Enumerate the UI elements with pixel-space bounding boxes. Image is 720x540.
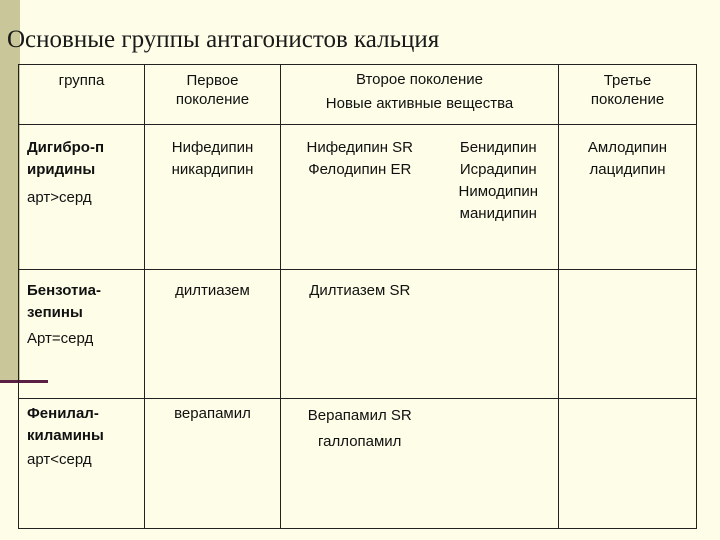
group-note: арт<серд bbox=[27, 451, 92, 468]
drug-name: Нифедипин bbox=[171, 139, 254, 156]
second-gen-cell-a bbox=[281, 399, 439, 529]
header-first-gen-line: поколение bbox=[175, 91, 250, 108]
drug-name: лацидипин bbox=[589, 161, 666, 178]
side-decor-bar bbox=[0, 0, 20, 382]
drug-name: верапамил bbox=[174, 405, 251, 422]
group-name: иридины bbox=[27, 161, 96, 178]
drug-name: Дилтиазем SR bbox=[309, 282, 411, 299]
third-gen-cell bbox=[559, 125, 697, 270]
drug-name: Нимодипин bbox=[458, 183, 538, 200]
table-row bbox=[19, 270, 697, 399]
first-gen-cell bbox=[145, 399, 281, 529]
group-cell bbox=[19, 270, 145, 399]
third-gen-cell bbox=[559, 270, 697, 399]
group-name: киламины bbox=[27, 427, 104, 444]
drug-name: манидипин bbox=[459, 205, 537, 222]
header-second-gen-line: Новые активные вещества bbox=[325, 95, 514, 112]
first-gen-cell bbox=[145, 125, 281, 270]
table-header-row bbox=[19, 65, 697, 125]
second-gen-cell-a bbox=[281, 125, 439, 270]
calcium-antagonists-table bbox=[18, 64, 697, 529]
drug-name: Фелодипин ER bbox=[308, 161, 412, 178]
header-second-gen-line: Второе поколение bbox=[355, 71, 484, 88]
drug-name: Верапамил SR bbox=[307, 407, 412, 424]
first-gen-cell bbox=[145, 270, 281, 399]
table-row bbox=[19, 125, 697, 270]
group-name: зепины bbox=[27, 304, 83, 321]
drug-name: Амлодипин bbox=[587, 139, 668, 156]
header-first-generation bbox=[145, 65, 281, 125]
header-group-label: группа bbox=[58, 72, 105, 89]
drug-name: дилтиазем bbox=[175, 282, 250, 299]
second-gen-cell-b bbox=[439, 125, 559, 270]
second-gen-cell-b bbox=[439, 270, 559, 399]
third-gen-cell bbox=[559, 399, 697, 529]
slide-title: Основные группы антагонистов кальция bbox=[7, 26, 440, 53]
header-third-gen-line: Третье bbox=[603, 72, 652, 89]
drug-name: Исрадипин bbox=[459, 161, 537, 178]
header-second-generation bbox=[281, 65, 559, 125]
drug-name: никардипин bbox=[171, 161, 254, 178]
group-note: арт>серд bbox=[27, 189, 92, 206]
header-third-generation bbox=[559, 65, 697, 125]
group-note: Арт=серд bbox=[27, 330, 94, 347]
header-first-gen-line: Первое bbox=[186, 72, 239, 89]
drug-name: галлопамил bbox=[318, 433, 402, 450]
group-cell bbox=[19, 125, 145, 270]
table-row bbox=[19, 399, 697, 529]
second-gen-cell-b bbox=[439, 399, 559, 529]
group-cell bbox=[19, 399, 145, 529]
second-gen-cell-a bbox=[281, 270, 439, 399]
group-name: Бензотиа- bbox=[27, 282, 101, 299]
drug-name: Бенидипин bbox=[459, 139, 537, 156]
drug-name: Нифедипин SR bbox=[306, 139, 413, 156]
header-group bbox=[19, 65, 145, 125]
group-name: Дигибро-п bbox=[27, 139, 105, 156]
header-third-gen-line: поколение bbox=[590, 91, 665, 108]
group-name: Фенилал- bbox=[27, 405, 99, 422]
